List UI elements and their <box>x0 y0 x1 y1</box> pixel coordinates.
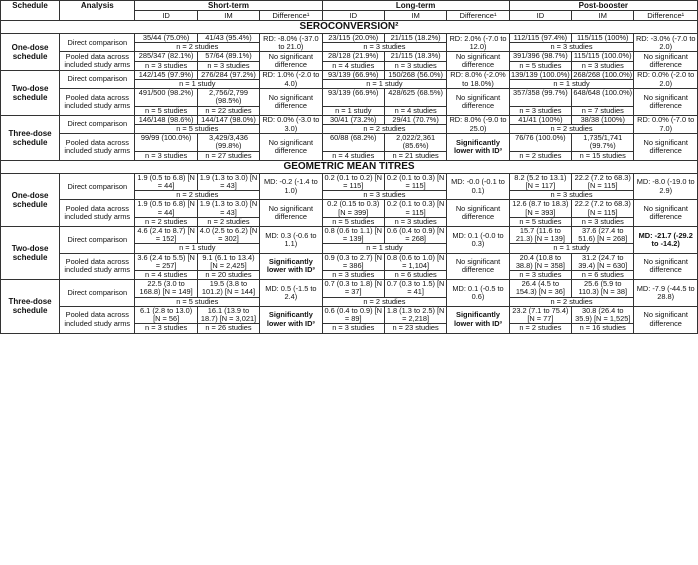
im-value: 1.9 (1.3 to 3.0) [N = 43] <box>199 173 258 191</box>
difference-value <box>634 227 698 254</box>
table-row <box>1 280 698 297</box>
difference-value <box>447 52 509 70</box>
id-value: 35/44 (75.0%) <box>142 33 190 42</box>
n-text: n = 3 studies <box>581 217 624 226</box>
n-text: n = 2 studies <box>363 124 406 134</box>
analysis-label: Pooled data across included study arms <box>60 253 135 280</box>
im-value: 29/41 (70.7%) <box>392 115 439 124</box>
analysis-label: Pooled data across included study arms <box>60 306 135 333</box>
difference-value <box>447 34 509 52</box>
n-text: n = 3 studies <box>519 270 562 280</box>
difference-value <box>260 200 322 227</box>
difference-text: No significant difference <box>268 137 314 156</box>
table-row <box>1 200 698 217</box>
id-value: 0.2 (0.15 to 0.3) [N = 399] <box>327 199 380 217</box>
study-count-im <box>384 106 446 115</box>
difference-text: No significant difference <box>455 51 501 70</box>
col-id: ID <box>135 11 197 21</box>
n-text: n = 26 studies <box>205 323 252 333</box>
n-text: n = 5 studies <box>332 217 375 226</box>
study-count-id <box>509 217 571 226</box>
n-text: n = 5 studies <box>176 124 219 134</box>
n-text: n = 21 studies <box>392 151 439 160</box>
difference-text: MD: 0.3 (-0.6 to 1.1) <box>265 230 317 248</box>
n-text: n = 4 studies <box>394 106 437 115</box>
n-text: n = 2 studies <box>519 323 562 333</box>
n-text: n = 27 studies <box>205 151 252 160</box>
study-count-im <box>197 217 259 226</box>
im-value: 16.1 (13.9 to 18.7) [N = 3,021] <box>200 306 257 324</box>
n-text: n = 20 studies <box>205 270 252 280</box>
study-count-im <box>197 271 259 280</box>
n-text: n = 2 studies <box>550 297 593 306</box>
difference-text: No significant difference <box>268 204 314 222</box>
im-value: 0.2 (0.1 to 0.3) [N = 115] <box>386 199 445 217</box>
n-text: n = 23 studies <box>392 323 439 333</box>
difference-value <box>260 52 322 70</box>
schedule-label: Two-dose schedule <box>1 70 60 115</box>
difference-text: MD: -21.7 (-29.2 to -14.2) <box>638 230 693 248</box>
im-value: 0.2 (0.1 to 0.3) [N = 115] <box>386 173 445 191</box>
long-term-header: Long-term <box>322 1 509 11</box>
study-count-im <box>384 151 446 160</box>
study-count <box>322 80 447 89</box>
study-count <box>135 80 260 89</box>
difference-value <box>447 253 509 280</box>
n-text: n = 3 studies <box>550 42 593 52</box>
difference-text: Significantly lower with ID³ <box>453 137 503 156</box>
difference-value <box>447 306 509 333</box>
table-row <box>1 34 698 43</box>
difference-text: RD: -8.0% (-37.0 to 21.0) <box>263 33 319 51</box>
id-value: 23/115 (20.0%) <box>328 33 379 42</box>
n-text: n = 5 studies <box>176 297 219 306</box>
im-value: 31.2 (24.7 to 39.4) [N = 630] <box>578 253 628 270</box>
id-value: 15.7 (11.6 to 21.3) [N = 139] <box>515 226 565 244</box>
difference-text: MD: -0.2 (-1.4 to 1.0) <box>263 177 318 195</box>
n-text: n = 2 studies <box>363 297 406 306</box>
study-count <box>509 297 634 306</box>
difference-text: MD: 0.5 (-1.5 to 2.4) <box>265 283 317 302</box>
id-value: 60/88 (68.2%) <box>330 133 377 143</box>
id-value: 93/139 (66.9%) <box>327 88 379 98</box>
im-value: 1,735/1,741 (99.7%) <box>583 133 623 151</box>
im-value: 268/268 (100.0%) <box>573 70 633 79</box>
study-count <box>509 80 634 89</box>
analysis-label: Direct comparison <box>60 280 135 307</box>
id-value: 146/148 (98.6%) <box>138 115 194 124</box>
section-title: GEOMETRIC MEAN TITRES <box>1 160 698 173</box>
difference-value <box>447 227 509 254</box>
study-count <box>509 125 634 134</box>
study-count-im <box>197 151 259 160</box>
study-count-im <box>572 271 634 280</box>
n-text: n = 3 studies <box>363 190 406 200</box>
difference-text: No significant difference <box>643 310 688 328</box>
col-im: IM <box>384 11 446 21</box>
study-count-id <box>509 61 571 70</box>
difference-value <box>447 89 509 116</box>
col-im: IM <box>572 11 634 21</box>
difference-value <box>634 89 698 116</box>
study-count <box>322 43 447 52</box>
id-value: 0.9 (0.3 to 2.7) [N = 386] <box>324 253 382 270</box>
difference-text: No significant difference <box>455 92 501 111</box>
id-value: 1.9 (0.5 to 6.8) [N = 44] <box>137 199 195 217</box>
study-count <box>135 191 260 200</box>
n-text: n = 5 studies <box>145 106 188 115</box>
analysis-label: Direct comparison <box>60 173 135 200</box>
id-value: 26.4 (4.5 to 154.3) [N = 36] <box>515 279 565 297</box>
difference-value <box>447 173 509 200</box>
difference-value <box>447 115 509 133</box>
n-text: n = 3 studies <box>145 323 188 333</box>
id-value: 3.6 (2.4 to 5.5) [N = 257] <box>137 253 195 270</box>
n-text: n = 2 studies <box>519 151 562 160</box>
n-text: n = 1 study <box>366 243 403 253</box>
n-text: n = 1 study <box>553 243 590 253</box>
difference-text: MD: 0.1 (-0.5 to 0.6) <box>452 283 504 302</box>
difference-value <box>447 200 509 227</box>
difference-text: RD: 0.0% (-2.0 to 2.0) <box>637 70 695 88</box>
table-row <box>1 115 698 124</box>
difference-text: No significant difference <box>643 204 688 222</box>
difference-value <box>260 280 322 307</box>
im-value: 0.8 (0.6 to 1.0) [N = 1,104] <box>386 253 445 270</box>
table-row <box>1 89 698 106</box>
id-value: 0.7 (0.3 to 1.8) [N = 37] <box>324 279 382 297</box>
im-value: 4.0 (2.5 to 6.2) [N = 302] <box>199 226 258 244</box>
study-count <box>322 297 447 306</box>
im-value: 0.6 (0.4 to 0.9) [N = 268] <box>386 226 445 244</box>
id-value: 357/358 (99.7%) <box>513 88 568 98</box>
study-count <box>135 43 260 52</box>
n-text: n = 1 study <box>553 79 590 89</box>
difference-text: No significant difference <box>643 137 688 156</box>
id-value: 491/500 (98.2%) <box>138 88 194 98</box>
id-value: 23.2 (7.1 to 75.4) [N = 77] <box>512 306 569 324</box>
table-row <box>1 306 698 323</box>
id-value: 30/41 (73.2%) <box>330 115 377 124</box>
study-count-id <box>135 324 197 333</box>
n-text: n = 1 study <box>335 106 372 115</box>
study-count-im <box>572 151 634 160</box>
analysis-label: Direct comparison <box>60 34 135 52</box>
difference-text: MD: -0.0 (-0.1 to 0.1) <box>451 177 505 195</box>
study-count-id <box>135 271 197 280</box>
id-value: 0.8 (0.6 to 1.1) [N = 139] <box>324 226 382 244</box>
difference-text: Significantly lower with ID³ <box>266 310 315 328</box>
study-count <box>509 43 634 52</box>
difference-value <box>260 173 322 200</box>
n-text: n = 22 studies <box>205 106 252 115</box>
schedule-label: Three-dose schedule <box>1 115 60 160</box>
schedule-label: Three-dose schedule <box>1 280 60 333</box>
difference-value <box>260 115 322 133</box>
study-count-im <box>384 324 446 333</box>
n-text: n = 4 studies <box>145 270 188 280</box>
id-value: 12.6 (8.7 to 18.3) [N = 393] <box>512 199 569 217</box>
study-count-im <box>572 217 634 226</box>
id-value: 20.4 (10.8 to 38.8) [N = 358] <box>515 253 565 270</box>
n-text: n = 3 studies <box>332 270 375 280</box>
col-difference: Difference¹ <box>447 11 509 21</box>
im-value: 115/115 (100.0%) <box>573 51 632 61</box>
analysis-label: Pooled data across included study arms <box>60 89 135 116</box>
n-text: n = 3 studies <box>394 61 437 70</box>
study-count-id <box>322 151 384 160</box>
n-text: n = 5 studies <box>519 61 562 70</box>
difference-text: MD: -7.9 (-44.5 to 28.8) <box>636 283 695 302</box>
n-text: n = 3 studies <box>145 151 188 160</box>
study-count-id <box>135 61 197 70</box>
n-text: n = 2 studies <box>145 217 188 226</box>
n-text: n = 3 studies <box>394 217 437 226</box>
col-difference: Difference¹ <box>260 11 322 21</box>
im-value: 144/147 (98.0%) <box>201 115 256 124</box>
schedule-label: Two-dose schedule <box>1 227 60 280</box>
study-count-im <box>384 271 446 280</box>
difference-text: RD: 8.0% (-9.0 to 25.0) <box>449 115 507 133</box>
id-value: 28/128 (21.9%) <box>327 51 379 61</box>
difference-value <box>260 227 322 254</box>
im-value: 1.8 (1.3 to 2.5) [N = 2,218] <box>386 306 445 324</box>
study-count-id <box>509 324 571 333</box>
short-term-header: Short-term <box>135 1 322 11</box>
id-value: 285/347 (82.1%) <box>138 51 194 61</box>
study-count-im <box>197 106 259 115</box>
difference-value <box>447 70 509 88</box>
n-text: n = 6 studies <box>394 270 437 280</box>
id-value: 0.6 (0.4 to 0.9) [N = 89] <box>324 306 382 324</box>
difference-value <box>260 70 322 88</box>
n-text: n = 3 studies <box>145 61 188 70</box>
difference-value <box>260 253 322 280</box>
im-value: 3,429/3,436 (99.8%) <box>208 133 248 151</box>
study-count-id <box>322 324 384 333</box>
difference-text: RD: 2.0% (-7.0 to 12.0) <box>449 33 507 51</box>
study-count-id <box>135 151 197 160</box>
difference-value <box>260 306 322 333</box>
study-count <box>135 297 260 306</box>
analysis-label: Direct comparison <box>60 227 135 254</box>
study-count-im <box>572 106 634 115</box>
n-text: n = 3 studies <box>363 42 406 52</box>
study-count-id <box>135 217 197 226</box>
analysis-label: Pooled data across included study arms <box>60 52 135 70</box>
id-value: 22.5 (3.0 to 168.8) [N = 149] <box>139 279 193 297</box>
id-value: 4.6 (2.4 to 8.7) [N = 152] <box>137 226 195 244</box>
difference-text: No significant difference <box>268 92 314 111</box>
im-value: 648/648 (100.0%) <box>573 88 633 98</box>
difference-value <box>447 134 509 161</box>
id-value: 93/139 (66.9%) <box>327 70 379 79</box>
n-text: n = 2 studies <box>207 217 250 226</box>
n-text: n = 3 studies <box>207 61 250 70</box>
n-text: n = 6 studies <box>581 270 624 280</box>
im-value: 22.2 (7.2 to 68.3) [N = 115] <box>574 173 631 191</box>
difference-text: MD: 0.1 (-0.0 to 0.3) <box>452 230 504 248</box>
difference-text: RD: 1.0% (-2.0 to 4.0) <box>262 70 320 88</box>
difference-value <box>634 173 698 200</box>
id-value: 8.2 (5.2 to 13.1) [N = 117] <box>514 173 567 191</box>
im-value: 37.6 (27.4 to 51.6) [N = 268] <box>578 226 628 244</box>
study-count <box>135 125 260 134</box>
id-value: 1.9 (0.5 to 6.8) [N = 44] <box>137 173 195 191</box>
study-count-id <box>509 106 571 115</box>
im-value: 2,756/2,799 (98.5%) <box>208 88 248 106</box>
analysis-label: Pooled data across included study arms <box>60 200 135 227</box>
im-value: 19.5 (3.8 to 101.2) [N = 144] <box>201 279 256 297</box>
im-value: 2,022/2,361 (85.6%) <box>396 133 436 151</box>
table-row <box>1 134 698 151</box>
study-count-id <box>322 61 384 70</box>
difference-text: No significant difference <box>643 92 688 111</box>
difference-value <box>634 134 698 161</box>
im-value: 22.2 (7.2 to 68.3) [N = 115] <box>574 199 631 217</box>
n-text: n = 5 studies <box>519 217 562 226</box>
study-count-im <box>197 61 259 70</box>
difference-value <box>634 200 698 227</box>
id-value: 76/76 (100.0%) <box>515 133 566 143</box>
table-row <box>1 70 698 79</box>
difference-text: Significantly lower with ID³ <box>266 257 315 275</box>
n-text: n = 1 study <box>366 79 403 89</box>
im-value: 115/115 (100%) <box>577 33 629 42</box>
difference-text: RD: 0.0% (-3.0 to 3.0) <box>262 115 320 133</box>
difference-text: RD: -3.0% (-7.0 to 2.0) <box>635 33 696 51</box>
study-count <box>509 244 634 253</box>
im-value: 9.1 (6.1 to 13.4) [N = 2,425] <box>202 253 255 270</box>
difference-value <box>447 280 509 307</box>
difference-value <box>634 34 698 52</box>
difference-value <box>260 34 322 52</box>
im-value: 0.7 (0.3 to 1.5) [N = 41] <box>386 279 445 297</box>
id-value: 0.2 (0.1 to 0.2) [N = 115] <box>324 173 382 191</box>
id-value: 6.1 (2.8 to 13.0) [N = 56] <box>140 306 193 324</box>
study-count-id <box>322 271 384 280</box>
n-text: n = 7 studies <box>581 106 624 115</box>
id-value: 139/139 (100.0%) <box>510 70 570 79</box>
difference-text: No significant difference <box>455 257 501 275</box>
difference-text: RD: 8.0% (-2.0% to 18.0%) <box>450 70 506 88</box>
col-id: ID <box>509 11 571 21</box>
im-value: 38/38 (100%) <box>580 115 625 124</box>
schedule-label: One-dose schedule <box>1 34 60 71</box>
im-value: 41/43 (95.4%) <box>205 33 252 42</box>
difference-text: MD: -8.0 (-19.0 to 2.9) <box>636 177 695 195</box>
col-difference: Difference¹ <box>634 11 698 21</box>
n-text: n = 3 studies <box>519 106 562 115</box>
n-text: n = 2 studies <box>176 42 219 52</box>
difference-value <box>260 89 322 116</box>
col-im: IM <box>197 11 259 21</box>
study-count <box>322 125 447 134</box>
im-value: 25.6 (5.9 to 110.3) [N = 38] <box>578 279 628 297</box>
section-title: SEROCONVERSION² <box>1 21 698 34</box>
study-count-id <box>509 151 571 160</box>
study-count-id <box>322 217 384 226</box>
difference-value <box>634 115 698 133</box>
col-id: ID <box>322 11 384 21</box>
study-count-id <box>509 271 571 280</box>
analysis-label: Direct comparison <box>60 115 135 133</box>
n-text: n = 1 study <box>179 243 216 253</box>
difference-text: RD: 0.0% (-7.0 to 7.0) <box>637 115 695 133</box>
difference-text: No significant difference <box>643 51 688 70</box>
analysis-label: Pooled data across included study arms <box>60 134 135 161</box>
difference-value <box>634 253 698 280</box>
im-value: 21/115 (18.3%) <box>390 51 441 61</box>
study-count <box>509 191 634 200</box>
im-value: 21/115 (18.2%) <box>390 33 441 42</box>
study-count-im <box>384 61 446 70</box>
id-value: 142/145 (97.9%) <box>138 70 194 79</box>
study-count <box>135 244 260 253</box>
im-value: 150/268 (56.0%) <box>388 70 443 79</box>
n-text: n = 3 studies <box>550 190 593 200</box>
study-count-im <box>197 324 259 333</box>
im-value: 428/625 (68.5%) <box>388 88 443 98</box>
post-booster-header: Post-booster <box>509 1 697 11</box>
n-text: n = 2 studies <box>550 124 593 134</box>
difference-value <box>634 280 698 307</box>
im-value: 1.9 (1.3 to 3.0) [N = 43] <box>199 199 258 217</box>
study-count-id <box>135 106 197 115</box>
id-value: 99/99 (100.0%) <box>140 133 192 143</box>
study-count <box>322 244 447 253</box>
n-text: n = 3 studies <box>581 61 624 70</box>
table-row <box>1 227 698 244</box>
table-row <box>1 52 698 61</box>
study-count-im <box>572 61 634 70</box>
difference-text: No significant difference <box>455 204 501 222</box>
difference-value <box>634 70 698 88</box>
id-value: 41/41 (100%) <box>518 115 563 124</box>
n-text: n = 15 studies <box>579 151 626 160</box>
table-row <box>1 253 698 270</box>
analysis-label: Direct comparison <box>60 70 135 88</box>
im-value: 276/284 (97.2%) <box>201 70 256 79</box>
difference-value <box>634 52 698 70</box>
study-count <box>322 191 447 200</box>
difference-text: No significant difference <box>268 51 314 70</box>
difference-text: No significant difference <box>643 257 688 275</box>
study-count-im <box>572 324 634 333</box>
n-text: n = 1 study <box>179 79 216 89</box>
study-count-id <box>322 106 384 115</box>
n-text: n = 3 studies <box>332 323 375 333</box>
schedule-label: One-dose schedule <box>1 173 60 226</box>
n-text: n = 16 studies <box>579 323 626 333</box>
analysis-header: Analysis <box>60 1 135 21</box>
id-value: 391/396 (98.7%) <box>513 51 568 61</box>
im-value: 30.8 (26.4 to 35.9) [N = 1,525] <box>575 306 631 324</box>
schedule-header: Schedule <box>1 1 60 21</box>
table-row <box>1 173 698 190</box>
n-text: n = 2 studies <box>176 190 219 200</box>
im-value: 57/64 (89.1%) <box>205 51 252 61</box>
n-text: n = 4 studies <box>332 151 375 160</box>
n-text: n = 4 studies <box>332 61 375 70</box>
difference-value <box>634 306 698 333</box>
study-count-im <box>384 217 446 226</box>
difference-text: Significantly lower with ID³ <box>453 310 503 328</box>
difference-value <box>260 134 322 161</box>
id-value: 112/115 (97.4%) <box>513 33 568 42</box>
